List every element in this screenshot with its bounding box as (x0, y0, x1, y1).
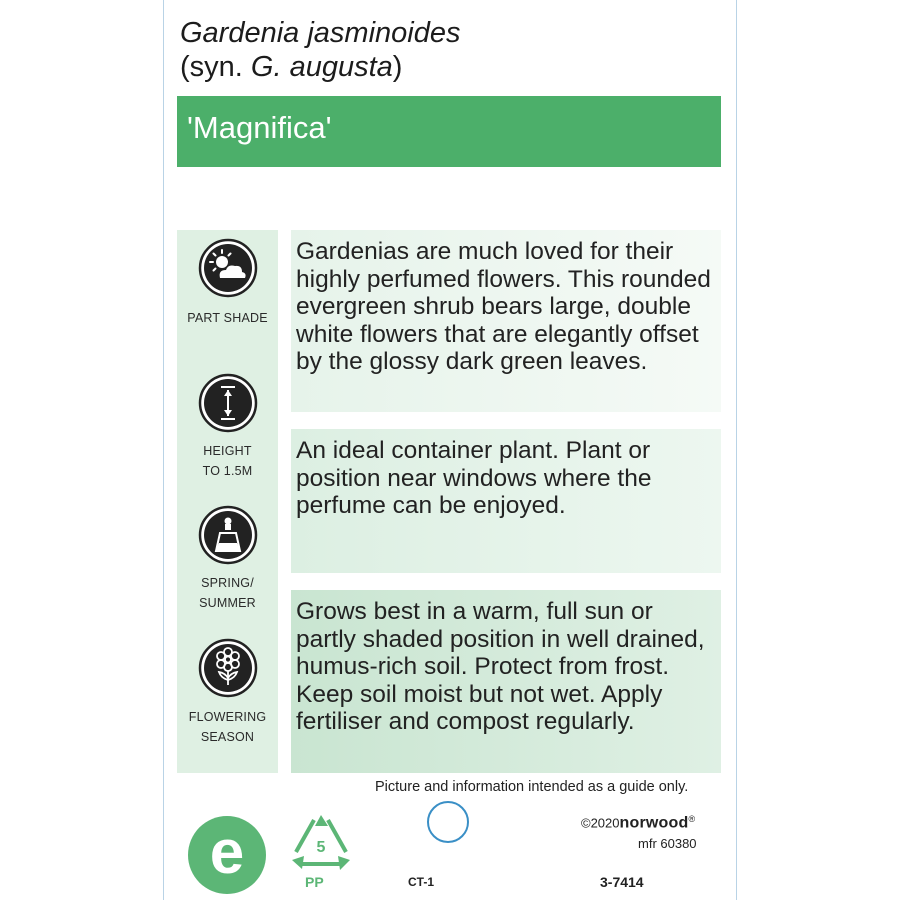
icon-column (177, 230, 278, 773)
part-shade-label: PART SHADE (187, 311, 268, 325)
cultivar-name: 'Magnifica' (187, 110, 332, 145)
flower-icon (198, 638, 258, 698)
synonym-name: G. augusta (250, 51, 393, 83)
species-name: Gardenia jasminoides (180, 17, 461, 49)
recycle-icon (288, 812, 354, 872)
disclaimer-text: Picture and information intended as a guide only. (375, 779, 689, 795)
e-badge-logo: e (188, 816, 266, 894)
product-code: 3-7414 (600, 874, 644, 890)
recycle-material-label: PP (305, 874, 324, 890)
cultivar-banner (177, 96, 721, 167)
spring-summer-label: SPRING/ SUMMER (199, 576, 256, 610)
height-label: HEIGHT TO 1.5M (202, 444, 253, 478)
brand-name: norwood (619, 814, 689, 832)
copyright-line (581, 814, 695, 832)
recycle-number: 5 (316, 839, 326, 856)
care-instructions-box (291, 590, 721, 773)
plant-title (180, 16, 460, 84)
perfume-icon (198, 505, 258, 565)
manufacturer-code: mfr 60380 (638, 836, 697, 851)
container-tip-box (291, 429, 721, 573)
container-tip-text: An ideal container plant. Plant or position near windows where the perfume can be enjoyed. (296, 437, 652, 519)
description-box (291, 230, 721, 412)
description-text: Gardenias are much loved for their highly perfumed flowers. This rounded evergreen shrub bears large, double white flowers that are elegantly offset by the glossy dark green leaves. (296, 238, 711, 375)
height-icon (198, 373, 258, 433)
copyright-year: ©2020 (581, 815, 620, 831)
registered-mark: ® (688, 814, 696, 824)
blank-circle-marker (427, 801, 469, 843)
part-shade-icon (198, 238, 258, 298)
flowering-season-label: FLOWERING SEASON (188, 710, 267, 744)
care-instructions-text: Grows best in a warm, full sun or partly shaded position in well drained, humus-rich soil. Protect from frost. Keep soil moist but not wet. Apply fertiliser and compost regularly. (296, 598, 705, 735)
ct-code: CT-1 (408, 875, 435, 889)
synonym-line: (syn. G. augusta) (180, 51, 403, 83)
